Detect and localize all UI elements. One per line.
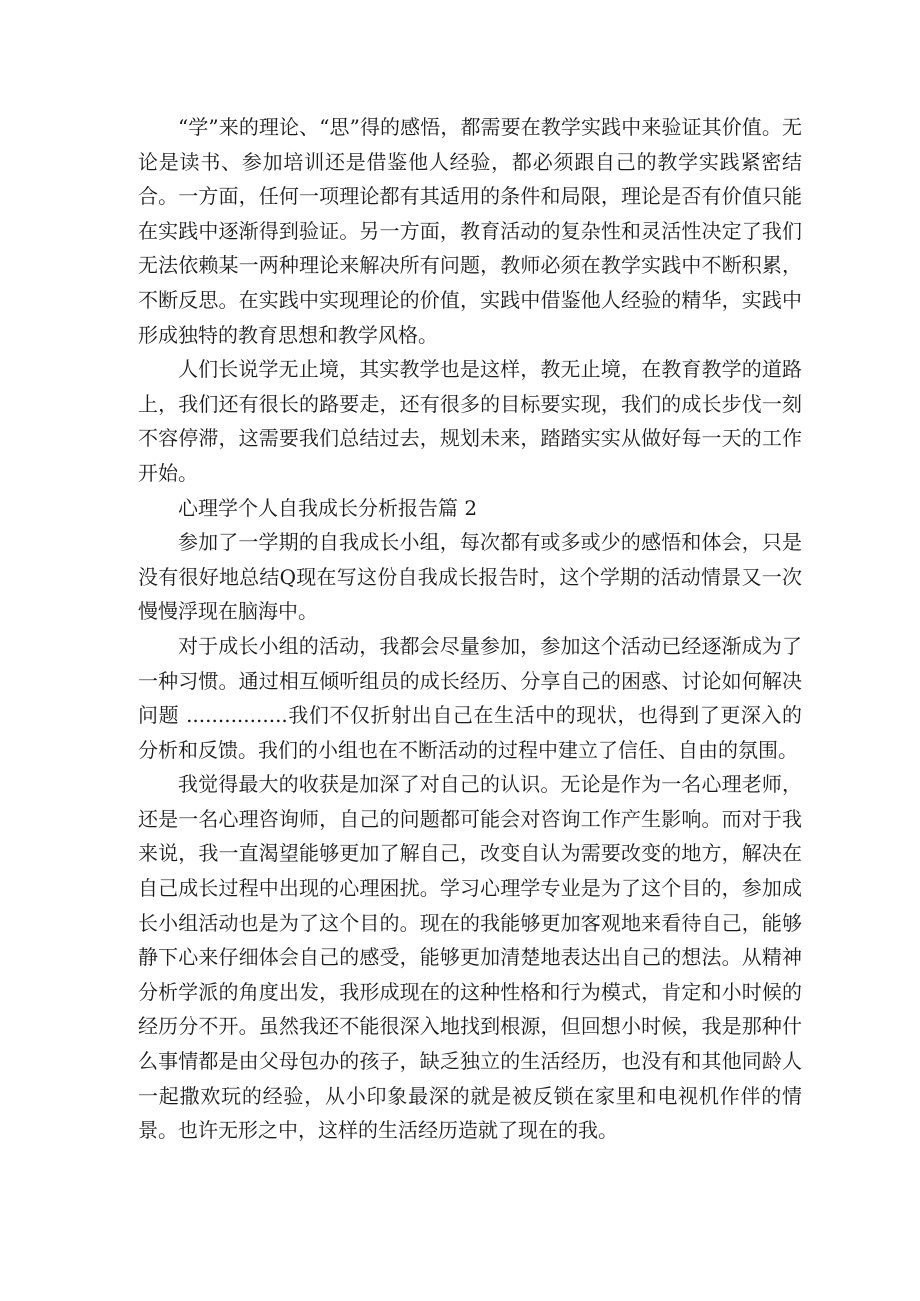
paragraph: 参加了一学期的自我成长小组，每次都有或多或少的感悟和体会，只是没有很好地总结Q现在写这份自我成长报告时，这个学期的活动情景又一次慢慢浮现在脑海中。 bbox=[138, 530, 802, 624]
paragraph: 我觉得最大的收获是加深了对自己的认识。无论是作为一名心理老师，还是一名心理咨询师，自己的问题都可能会对咨询工作产生影响。而对于我来说，我一直渴望能够更加了解自己，改变自认为需要改变的地方，解决在自己成长过程中出现的心理困扰。学习心理学专业是为了这个目的，参加成长小组活动也是为了这个目的。现在的我能够更加客观地来看待自己，能够静下心来仔细体会自己的感受，能够更加清楚地表达出自己的想法。从精神分析学派的角度出发，我形成现在的这种性格和行为模式，肯定和小时候的经历分不开。虽然我还不能很深入地找到根源，但回想小时候，我是那种什么事情都是由父母包办的孩子，缺乏独立的生活经历，也没有和其他同龄人一起撒欢玩的经验，从小印象最深的就是被反锁在家里和电视机作伴的情景。也许无形之中，这样的生活经历造就了现在的我。 bbox=[138, 772, 802, 1143]
paragraph: 对于成长小组的活动，我都会尽量参加，参加这个活动已经逐渐成为了一种习惯。通过相互倾听组员的成长经历、分享自己的困惑、讨论如何解决问题 ................我们不仅折射出自己在生活中的现状，也得到了更深入的分析和反馈。我们的小组也在不断活动的过程中建立了信任、自由的氛围。 bbox=[138, 633, 802, 762]
document-body bbox=[138, 110, 802, 1148]
paragraph: 人们长说学无止境，其实教学也是这样，教无止境，在教育教学的道路上，我们还有很长的路要走，还有很多的目标要实现，我们的成长步伐一刻不容停滞，这需要我们总结过去，规划未来，踏踏实实从做好每一天的工作开始。 bbox=[138, 357, 802, 485]
paragraph: “学”来的理论、“思”得的感悟，都需要在教学实践中来验证其价值。无论是读书、参加培训还是借鉴他人经验，都必须跟自己的教学实践紧密结合。一方面，任何一项理论都有其适用的条件和局限，理论是否有价值只能在实践中逐渐得到验证。另一方面，教育活动的复杂性和灵活性决定了我们无法依赖某一两种理论来解决所有问题，教师必须在教学实践中不断积累，不断反思。在实践中实现理论的价值，实践中借鉴他人经验的精华，实践中形成独特的教育思想和教学风格。 bbox=[138, 115, 802, 347]
section-heading: 心理学个人自我成长分析报告篇 2 bbox=[178, 495, 478, 520]
